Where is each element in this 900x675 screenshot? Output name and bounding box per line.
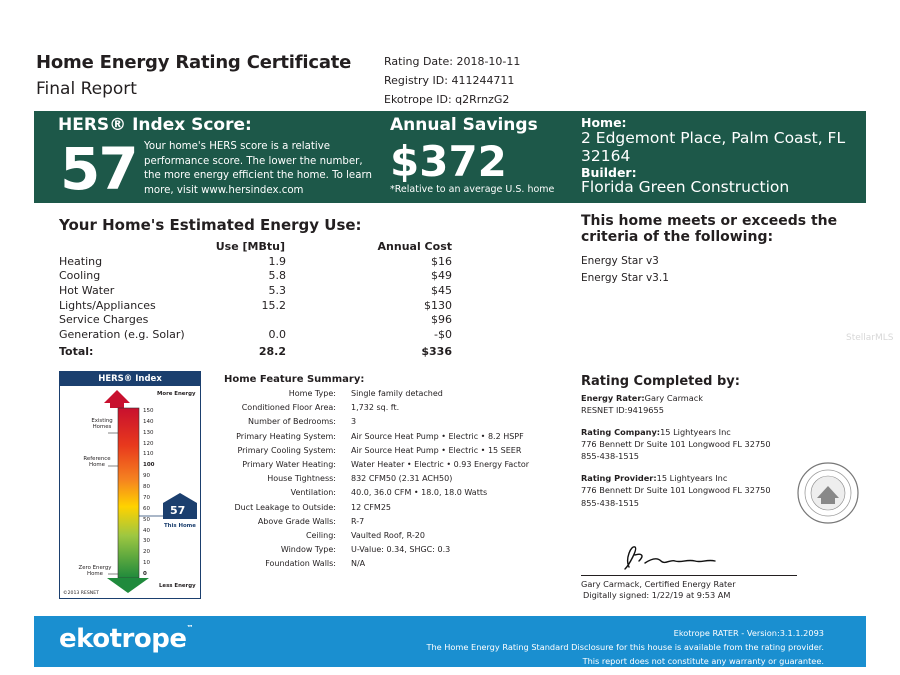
feature-value: R-7: [351, 516, 365, 526]
feature-label: Ceiling:: [305, 530, 336, 540]
criteria-title: This home meets or exceeds the criteria of the following:: [581, 213, 838, 245]
signer-name: Gary Carmack, Certified Energy Rater: [581, 579, 736, 589]
ekotrope-trademark: ™: [186, 624, 193, 632]
criteria-item: Energy Star v3.1: [581, 272, 669, 284]
energy-use-title: Your Home's Estimated Energy Use:: [59, 216, 362, 234]
hers-tick-label: 0: [143, 571, 147, 577]
feature-label: Primary Cooling System:: [237, 445, 336, 455]
energy-row-use: 1.9: [268, 254, 286, 268]
hers-tick-label: 10: [143, 560, 150, 567]
feature-row: [200, 432, 560, 446]
resnet-copyright: ©2013 RESNET: [63, 591, 99, 596]
reference-home-label: Reference Home: [83, 456, 111, 468]
energy-table-header: [59, 240, 459, 255]
feature-label: Foundation Walls:: [265, 559, 336, 569]
annual-savings-note: *Relative to an average U.S. home: [390, 184, 555, 195]
this-home-score: 57: [170, 504, 186, 517]
energy-row: [59, 328, 459, 343]
hers-score-value: 57: [60, 135, 137, 203]
feature-value: 3: [351, 417, 357, 427]
feature-value: 12 CFM25: [351, 502, 391, 512]
feature-row: [200, 517, 560, 531]
hers-tick-label: 130: [143, 429, 154, 436]
resnet-id: RESNET ID:9419655: [581, 405, 664, 415]
score-banner: [34, 111, 866, 203]
energy-row-label: Service Charges: [59, 313, 149, 327]
builder-label: Builder:: [581, 165, 637, 180]
feature-value: Vaulted Roof, R-20: [351, 530, 425, 540]
energy-rater-line: [581, 392, 703, 404]
energy-row: [59, 269, 459, 284]
energy-row-use: 15.2: [261, 298, 286, 312]
energy-row-cost: -$0: [434, 328, 452, 342]
hers-tick-label: 110: [143, 451, 154, 458]
feature-label: Window Type:: [280, 545, 336, 555]
energy-row-cost: $49: [431, 269, 452, 283]
builder-name: Florida Green Construction: [581, 178, 790, 196]
energy-use-table: [59, 240, 459, 360]
feature-label: Primary Heating System:: [236, 431, 336, 441]
energy-row-label: Lights/Appliances: [59, 298, 156, 312]
hers-scale-bar: [118, 408, 139, 578]
ekotrope-logo-text: ekotrope: [59, 624, 187, 654]
feature-row: [200, 417, 560, 431]
rating-provider-name: 15 Lightyears Inc: [656, 473, 728, 483]
rating-company-address: 776 Bennett Dr Suite 101 Longwood FL 32750: [581, 439, 771, 449]
feature-row: [200, 389, 560, 403]
energy-total-row: [59, 345, 459, 360]
hers-tick-label: 120: [143, 440, 154, 447]
watermark: StellarMLS: [846, 333, 894, 343]
feature-label: Home Type:: [288, 389, 336, 398]
certificate-subtitle: Final Report: [36, 79, 137, 99]
feature-label: Conditioned Floor Area:: [241, 403, 336, 413]
energy-row-cost: $45: [431, 284, 452, 298]
column-cost-header: Annual Cost: [377, 240, 452, 253]
energy-row-label: Generation (e.g. Solar): [59, 328, 185, 342]
rating-provider-phone: 855-438-1515: [581, 498, 640, 508]
annual-savings-value: $372: [390, 137, 507, 186]
feature-row: [200, 488, 560, 502]
hers-tick-label: 40: [143, 527, 150, 534]
feature-row: [200, 545, 560, 559]
feature-value: Water Heater • Electric • 0.93 Energy Factor: [351, 459, 530, 469]
annual-savings-label: Annual Savings: [390, 115, 538, 135]
rating-company-phone: 855-438-1515: [581, 451, 640, 461]
feature-value: N/A: [351, 559, 366, 569]
rater-version: Ekotrope RATER - Version:3.1.1.2093: [673, 628, 824, 638]
hers-tick-label: 60: [143, 505, 150, 512]
energy-rater-name: Gary Carmack: [644, 393, 704, 403]
signature-icon: [615, 541, 725, 573]
feature-label: Above Grade Walls:: [257, 516, 336, 526]
hers-tick-label: 100: [143, 462, 155, 469]
energy-row-cost: $16: [431, 254, 452, 268]
energy-rater-label: Energy Rater:: [581, 393, 645, 403]
feature-summary-table: [200, 389, 560, 573]
feature-value: 1,732 sq. ft.: [351, 403, 400, 413]
rating-company-line: [581, 426, 731, 438]
hers-score-description: Your home's HERS score is a relative performance score. The lower the number, the more energy efficient the home. To learn more, visit www.hersindex.com: [144, 141, 372, 196]
rating-company-label: Rating Company:: [581, 427, 661, 437]
criteria-item: Energy Star v3: [581, 255, 659, 267]
resnet-seal-icon: [797, 462, 859, 524]
feature-row: [200, 474, 560, 488]
feature-label: Duct Leakage to Outside:: [234, 502, 336, 512]
energy-total-label: Total:: [59, 344, 94, 358]
energy-row-cost: $130: [424, 298, 452, 312]
energy-row: [59, 255, 459, 270]
feature-label: Ventilation:: [290, 488, 336, 498]
ekotrope-id: Ekotrope ID: q2RrnzG2: [384, 93, 510, 106]
rating-provider-address: 776 Bennett Dr Suite 101 Longwood FL 32750: [581, 485, 771, 495]
footer-banner: [34, 616, 866, 667]
feature-label: Number of Bedrooms:: [248, 417, 336, 427]
hers-tick-label: 50: [143, 516, 150, 523]
less-energy-arrow-icon: [107, 578, 149, 593]
feature-label: Primary Water Heating:: [242, 459, 336, 469]
feature-value: Air Source Heat Pump • Electric • 8.2 HSPF: [351, 431, 524, 441]
registry-id: Registry ID: 411244711: [384, 74, 515, 87]
hers-tick-label: 30: [143, 538, 150, 545]
certificate-title: Home Energy Rating Certificate: [36, 52, 352, 73]
energy-row-label: Heating: [59, 254, 103, 268]
less-energy-label: Less Energy: [159, 583, 196, 589]
ekotrope-logo: [59, 624, 193, 654]
hers-chart-header: HERS® Index: [60, 372, 200, 386]
column-use-header: Use [MBtu]: [215, 240, 285, 253]
feature-label: House Tightness:: [267, 474, 336, 484]
hers-tick-label: 90: [143, 473, 150, 480]
energy-total-cost: $336: [421, 344, 452, 358]
signature-line: [581, 575, 797, 576]
rating-date: Rating Date: 2018-10-11: [384, 55, 521, 68]
this-home-label: This Home: [164, 523, 196, 529]
disclosure-text: The Home Energy Rating Standard Disclosure for this house is available from the rating provider.: [426, 642, 824, 652]
warranty-text: This report does not constitute any warranty or guarantee.: [582, 656, 824, 666]
feature-value: 40.0, 36.0 CFM • 18.0, 18.0 Watts: [351, 488, 488, 498]
hers-tick-label: 150: [143, 408, 154, 414]
energy-row-label: Cooling: [59, 269, 101, 283]
feature-row: [200, 559, 560, 573]
feature-value: Single family detached: [351, 389, 443, 398]
energy-row-use: 0.0: [268, 328, 286, 342]
energy-row: [59, 284, 459, 299]
energy-row: [59, 313, 459, 328]
energy-row-label: Hot Water: [59, 284, 115, 298]
feature-value: 832 CFM50 (2.31 ACH50): [351, 474, 453, 484]
feature-row: [200, 403, 560, 417]
hers-tick-label: 70: [143, 494, 150, 501]
more-energy-label: More Energy: [157, 391, 196, 397]
zero-energy-home-label: Zero Energy Home: [78, 565, 112, 577]
energy-row-use: 5.8: [268, 269, 286, 283]
existing-homes-label: Existing Homes: [91, 418, 113, 430]
energy-row-use: 5.3: [268, 284, 286, 298]
feature-summary-title: Home Feature Summary:: [224, 374, 365, 385]
hers-tick-label: 80: [143, 484, 150, 491]
hers-score-label: HERS® Index Score:: [58, 115, 252, 135]
rating-company-name: 15 Lightyears Inc: [660, 427, 731, 437]
hers-tick-label: 20: [143, 549, 150, 556]
feature-row: [200, 446, 560, 460]
hers-index-chart: [59, 371, 201, 599]
feature-value: U-Value: 0.34, SHGC: 0.3: [351, 545, 451, 555]
signed-date: Digitally signed: 1/22/19 at 9:53 AM: [583, 590, 731, 600]
hers-tick-label: 140: [143, 418, 154, 425]
rating-provider-label: Rating Provider:: [581, 473, 657, 483]
home-label: Home:: [581, 115, 627, 130]
feature-value: Air Source Heat Pump • Electric • 15 SEER: [351, 445, 522, 455]
feature-row: [200, 503, 560, 517]
energy-row-cost: $96: [431, 313, 452, 327]
rating-provider-line: [581, 472, 727, 484]
feature-row: [200, 460, 560, 474]
energy-row: [59, 299, 459, 314]
rating-completed-title: Rating Completed by:: [581, 374, 740, 389]
feature-row: [200, 531, 560, 545]
more-energy-arrow-icon: [104, 390, 130, 408]
energy-total-use: 28.2: [258, 344, 286, 358]
home-address: 2 Edgemont Place, Palm Coast, FL 32164: [581, 129, 846, 165]
